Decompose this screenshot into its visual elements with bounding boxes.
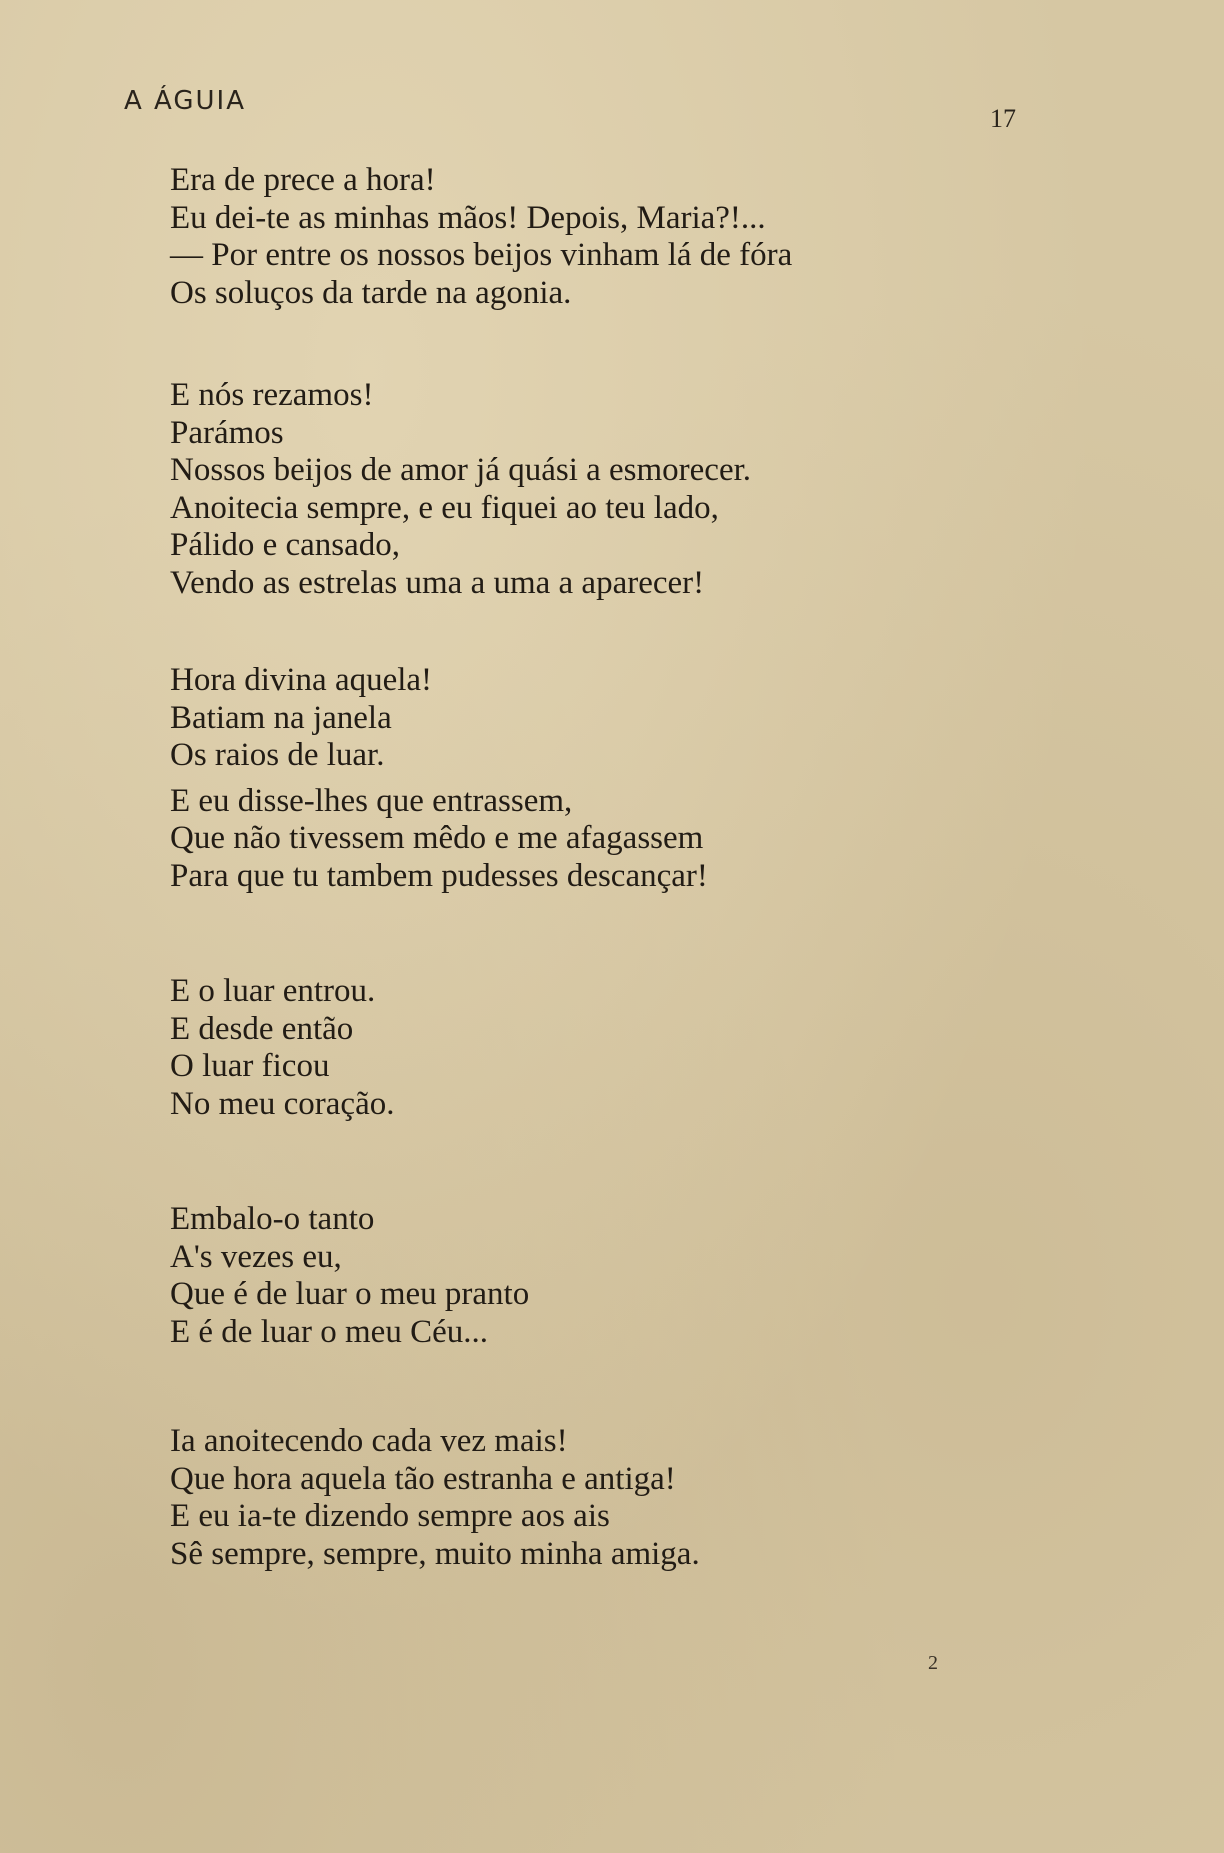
poem-line: Parámos	[170, 414, 284, 451]
poem-line: Anoitecia sempre, e eu fiquei ao teu lado,	[170, 489, 719, 526]
stanza-6	[170, 1201, 970, 1351]
stanza-3	[170, 662, 970, 775]
stanza-gap	[170, 895, 970, 973]
poem-line: E eu disse-lhes que entrassem,	[170, 782, 573, 819]
poem-line: E nós rezamos!	[170, 377, 374, 413]
stanza-5	[170, 973, 970, 1123]
poem-line: Era de prece a hora!	[170, 162, 436, 198]
stanza-2	[170, 377, 970, 602]
journal-title: A ÁGUIA	[124, 86, 247, 116]
stanza-gap	[170, 1123, 970, 1201]
poem-line: Pálido e cansado,	[170, 527, 401, 563]
signature-mark: 2	[928, 1652, 938, 1674]
poem-line: Embalo-o tanto	[170, 1201, 375, 1237]
poem-line: O luar ficou	[170, 1048, 330, 1084]
poem-line: — Por entre os nossos beijos vinham lá de fóra	[170, 237, 793, 273]
poem-line: Que hora aquela tão estranha e antiga!	[170, 1460, 676, 1497]
stanza-gap	[170, 602, 970, 662]
stanza-gap	[170, 1351, 970, 1423]
poem-line: Eu dei-te as minhas mãos! Depois, Maria?!...	[170, 199, 766, 236]
poem-line: Para que tu tambem pudesses descançar!	[170, 857, 708, 894]
poem-line: No meu coração.	[170, 1085, 395, 1122]
poem-line: E o luar entrou.	[170, 973, 376, 1009]
poem-line: Ia anoitecendo cada vez mais!	[170, 1423, 568, 1459]
page-number: 17	[990, 104, 1016, 133]
poem-body	[170, 162, 970, 1573]
poem-line: Que é de luar o meu pranto	[170, 1276, 530, 1312]
poem-line: Os raios de luar.	[170, 737, 385, 773]
poem-line: Sê sempre, sempre, muito minha amiga.	[170, 1535, 700, 1572]
poem-line: Vendo as estrelas uma a uma a aparecer!	[170, 564, 705, 601]
stanza-4	[170, 783, 970, 896]
poem-line: Batiam na janela	[170, 699, 392, 736]
stanza-7	[170, 1423, 970, 1573]
poem-line: A's vezes eu,	[170, 1238, 342, 1275]
poem-line: Hora divina aquela!	[170, 662, 433, 698]
stanza-gap	[170, 775, 970, 783]
poem-line: E é de luar o meu Céu...	[170, 1313, 488, 1350]
poem-line: Os soluços da tarde na agonia.	[170, 274, 572, 311]
stanza-1	[170, 162, 970, 312]
stanza-gap	[170, 312, 970, 377]
poem-line: Nossos beijos de amor já quási a esmorecer.	[170, 452, 752, 488]
poem-line: Que não tivessem mêdo e me afagassem	[170, 820, 704, 856]
poem-line: E eu ia-te dizendo sempre aos ais	[170, 1498, 610, 1534]
poem-line: E desde então	[170, 1010, 354, 1047]
